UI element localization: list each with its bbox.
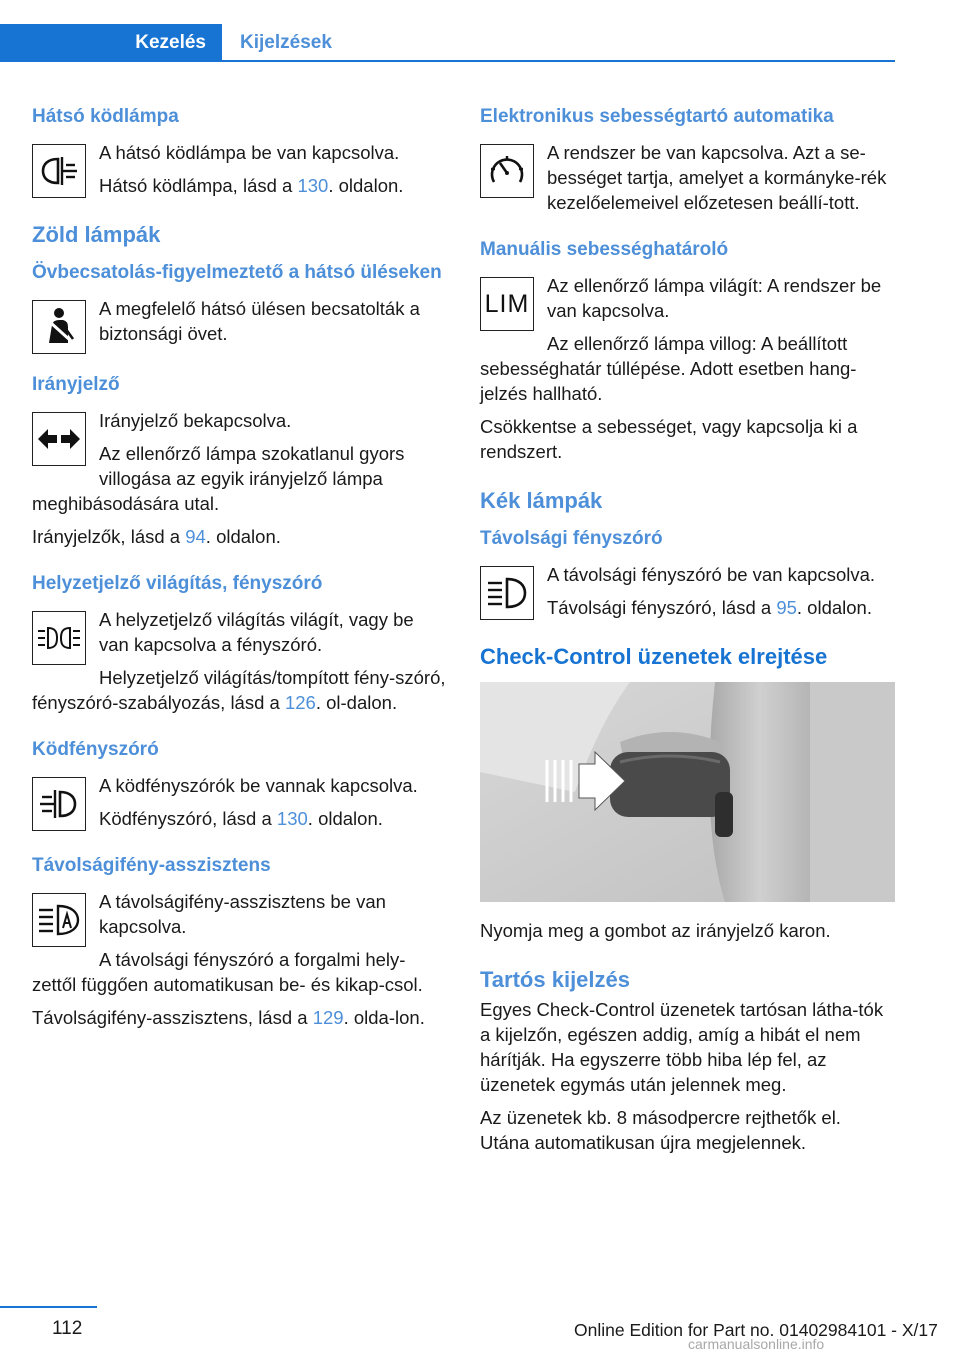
lim-text-2: Az ellenőrző lámpa villog: A beállított sebességhatár túllépése. Adott esetben hang-jelzés hallható. bbox=[480, 333, 857, 404]
turn-signal-icon bbox=[32, 412, 86, 466]
permanent-text-2: Az üzenetek kb. 8 másodpercre rejthetők el. Utána automatikusan újra megjelennek. bbox=[480, 1107, 841, 1153]
chapter-tabbar bbox=[0, 24, 895, 62]
high-beam-text-1: A távolsági fényszóró be van kapcsolva. bbox=[547, 564, 876, 585]
parking-light-icon bbox=[32, 611, 86, 665]
turn-text-1: Irányjelző bekapcsolva. bbox=[99, 410, 292, 431]
right-column bbox=[480, 104, 895, 1163]
parking-text-2: Helyzetjelző világítás/tompított fény-szóró, fényszóró-szabályozás, lásd a 126. ol-dalon. bbox=[32, 667, 446, 713]
high-beam-assistant-icon bbox=[32, 893, 86, 947]
watermark: carmanualsonline.info bbox=[688, 1336, 825, 1352]
fog-heading: Ködfényszóró bbox=[32, 739, 159, 760]
permanent-text-1: Egyes Check-Control üzenetek tartósan látha-tók a kijelzőn, egészen addig, amíg a hibát el nem hárítják. Ha egyszerre több hiba lép fel, az üzenetek egymás után jelennek meg. bbox=[480, 999, 884, 1095]
page-link-130[interactable]: 130 bbox=[297, 175, 329, 196]
tab-kijelzesek[interactable]: Kijelzések bbox=[240, 32, 332, 53]
page-number-line bbox=[0, 1306, 97, 1308]
lim-text-3: Csökkentse a sebességet, vagy kapcsolja ki a rendszert. bbox=[480, 416, 858, 462]
edition-footer: Online Edition for Part no. 01402984101 - X/17 bbox=[574, 1320, 938, 1340]
front-fog-lamp-icon bbox=[32, 777, 86, 831]
lim-heading: Manuális sebességhatároló bbox=[480, 239, 729, 260]
page-link-95[interactable]: 95 bbox=[776, 597, 797, 618]
green-lamps-heading: Zöld lámpák bbox=[32, 222, 161, 247]
high-beam-icon bbox=[480, 566, 534, 620]
turn-heading: Irányjelző bbox=[32, 374, 120, 395]
hba-heading: Távolságifény-asszisztens bbox=[32, 855, 271, 876]
hba-text-3: Távolságifény-asszisztens, lásd a 129. olda-lon. bbox=[32, 1007, 425, 1028]
high-beam-text-2: Távolsági fényszóró, lásd a 95. oldalon. bbox=[547, 597, 872, 618]
hba-text-2: A távolsági fényszóró a forgalmi hely-zettől függően automatikusan be- és kikap-csol. bbox=[32, 949, 423, 995]
rear-fog-heading: Hátsó ködlámpa bbox=[32, 106, 179, 127]
belt-heading: Övbecsatolás-figyelmeztető a hátsó üléseken bbox=[32, 262, 442, 283]
rear-fog-text-2: Hátsó ködlámpa, lásd a 130. oldalon. bbox=[99, 175, 404, 196]
fog-text-2: Ködfényszóró, lásd a 130. oldalon. bbox=[99, 808, 383, 829]
turn-text-2: Az ellenőrző lámpa szokatlanul gyors villogása az egyik irányjelző lámpa meghibásodására utal. bbox=[32, 443, 405, 514]
parking-heading: Helyzetjelző világítás, fényszóró bbox=[32, 573, 323, 594]
fog-text-1: A ködfényszórók be vannak kapcsolva. bbox=[99, 775, 418, 796]
cruise-control-icon bbox=[480, 144, 534, 198]
page-link-129[interactable]: 129 bbox=[312, 1007, 344, 1028]
check-control-text-1: Nyomja meg a gombot az irányjelző karon. bbox=[480, 920, 831, 941]
page-link-94[interactable]: 94 bbox=[185, 526, 206, 547]
rear-fog-lamp-icon bbox=[32, 144, 86, 198]
blue-lamps-heading: Kék lámpák bbox=[480, 488, 603, 513]
permanent-display-heading: Tartós kijelzés bbox=[480, 967, 630, 992]
rear-fog-text-1: A hátsó ködlámpa be van kapcsolva. bbox=[99, 142, 400, 163]
belt-text-1: A megfelelő hátsó ülésen becsatolták a biztonsági övet. bbox=[99, 298, 420, 344]
page-link-126[interactable]: 126 bbox=[284, 692, 316, 713]
speed-limiter-icon: LIM bbox=[480, 277, 534, 331]
parking-text-1: A helyzetjelző világítás világít, vagy be van kapcsolva a fényszóró. bbox=[99, 609, 414, 655]
tab-kezeles[interactable]: Kezelés bbox=[0, 24, 222, 62]
lim-text-1: Az ellenőrző lámpa világít: A rendszer be van kapcsolva. bbox=[547, 275, 882, 321]
cruise-heading: Elektronikus sebességtartó automatika bbox=[480, 106, 834, 127]
seatbelt-icon bbox=[32, 300, 86, 354]
left-column bbox=[32, 104, 447, 1038]
turn-text-3: Irányjelzők, lásd a 94. oldalon. bbox=[32, 526, 281, 547]
high-beam-heading: Távolsági fényszóró bbox=[480, 528, 663, 549]
hba-text-1: A távolságifény-asszisztens be van kapcsolva. bbox=[99, 891, 386, 937]
page-number: 112 bbox=[52, 1318, 83, 1339]
tab-underline bbox=[222, 60, 895, 62]
cruise-text-1: A rendszer be van kapcsolva. Azt a se-bességet tartja, amelyet a kormányke-rék kezelőelemeivel előzetesen beállí-tott. bbox=[547, 142, 887, 213]
page-link-130-fog[interactable]: 130 bbox=[276, 808, 308, 829]
check-control-heading: Check-Control üzenetek elrejtése bbox=[480, 644, 828, 669]
turn-signal-stalk-photo bbox=[480, 682, 895, 902]
